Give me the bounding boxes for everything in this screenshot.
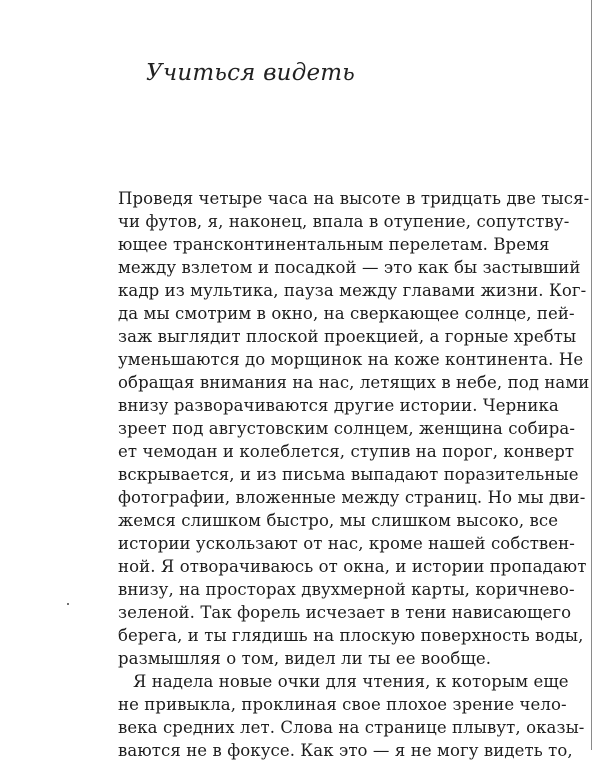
text-line: ет чемодан и колеблется, ступив на порог, конверт [118,442,575,461]
text-line: кадр из мультика, пауза между главами жизни. Ког- [118,281,587,300]
text-line: размышляя о том, видел ли ты ее вообще. [118,649,492,668]
text-line: зеленой. Так форель исчезает в тени нависающего [118,603,572,622]
text-line: не привыкла, проклиная свое плохое зрение чело- [118,695,567,714]
text-line: Я надела новые очки для чтения, к которым еще [133,672,569,691]
text-line: ной. Я отворачиваюсь от окна, и истории пропадают [118,557,587,576]
text-line: Проведя четыре часа на высоте в тридцать две тыся- [118,189,590,208]
text-line: ваются не в фокусе. Как это — я не могу видеть то, [118,741,573,760]
text-line: жемся слишком быстро, мы слишком высоко, все [118,511,559,530]
text-line: заж выглядит плоской проекцией, а горные хребты [118,327,577,346]
ink-speck [67,603,69,605]
text-line: да мы смотрим в окно, на сверкающее солнце, пей- [118,304,575,323]
text-line: чи футов, я, наконец, впала в отупение, сопутству- [118,212,570,231]
text-line: уменьшаются до морщинок на коже континента. Не [118,350,584,369]
text-line: вскрывается, и из письма выпадают поразительные [118,465,579,484]
text-line: ющее трансконтинентальным перелетам. Время [118,235,550,254]
text-line: берега, и ты глядишь на плоскую поверхность воды, [118,626,584,645]
text-line: внизу, на просторах двухмерной карты, коричнево- [118,580,575,599]
text-line: века средних лет. Слова на странице плывут, оказы- [118,718,585,737]
text-line: истории ускользают от нас, кроме нашей собствен- [118,534,575,553]
text-line: внизу разворачиваются другие истории. Черника [118,396,559,415]
text-line: фотографии, вложенные между страниц. Но мы дви- [118,488,586,507]
text-line: обращая внимания на нас, летящих в небе, под нами [118,373,590,392]
text-line: между взлетом и посадкой — это как бы застывший [118,258,581,277]
chapter-title: Учиться видеть [146,60,356,86]
text-line: зреет под августовским солнцем, женщина собира- [118,419,575,438]
